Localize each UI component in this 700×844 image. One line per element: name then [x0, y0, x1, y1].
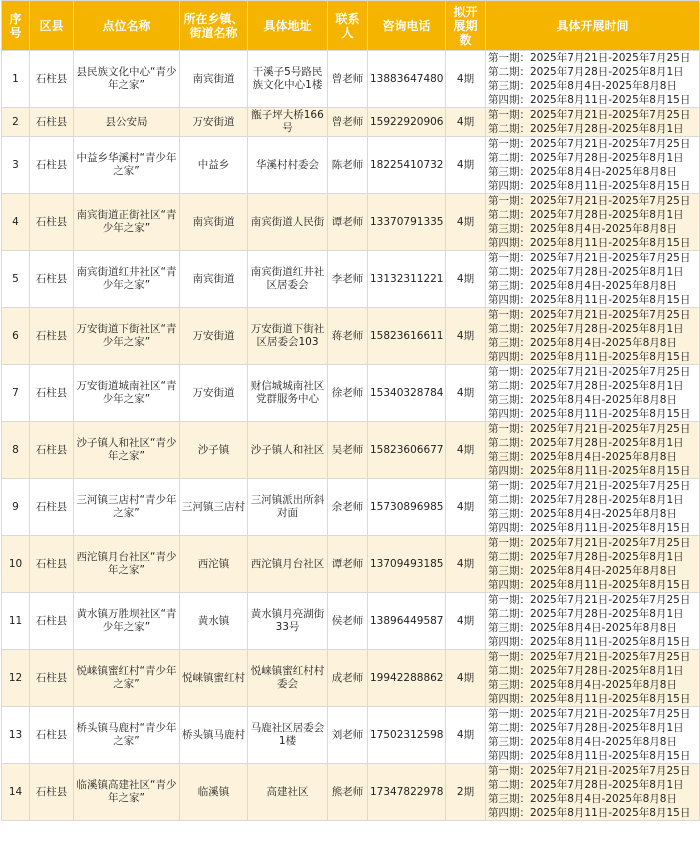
period-line: 第四期：2025年8月11日-2025年8月15日	[488, 693, 691, 705]
header-times: 具体开展时间	[486, 1, 700, 51]
contact-cell: 陈老师	[328, 137, 368, 194]
header-address: 具体地址	[248, 1, 328, 51]
point-name-cell: 县公安局	[74, 108, 180, 137]
period-line: 第二期：2025年7月28日-2025年8月1日	[488, 66, 684, 78]
address-cell: 黄水镇月亮湖街33号	[248, 593, 328, 650]
table-row	[2, 593, 700, 650]
period-line: 第二期：2025年7月28日-2025年8月1日	[488, 209, 684, 221]
period-line: 第一期：2025年7月21日-2025年7月25日	[488, 195, 691, 207]
period-line: 第一期：2025年7月21日-2025年7月25日	[488, 309, 691, 321]
seq-cell: 2	[2, 108, 30, 137]
town-cell: 中益乡	[180, 137, 248, 194]
times-cell	[486, 593, 700, 650]
table-body	[2, 51, 700, 821]
table-row	[2, 365, 700, 422]
seq-cell: 13	[2, 707, 30, 764]
point-name-cell: 中益乡华溪村“青少年之家”	[74, 137, 180, 194]
times-cell	[486, 707, 700, 764]
times-cell	[486, 764, 700, 821]
period-line: 第一期：2025年7月21日-2025年7月25日	[488, 366, 691, 378]
sessions-cell: 2期	[446, 764, 486, 821]
seq-cell: 8	[2, 422, 30, 479]
point-name-cell: 沙子镇人和社区“青少年之家”	[74, 422, 180, 479]
point-name-cell: 黄水镇万胜坝社区“青少年之家”	[74, 593, 180, 650]
contact-cell: 侯老师	[328, 593, 368, 650]
period-line: 第一期：2025年7月21日-2025年7月25日	[488, 109, 691, 121]
phone-cell: 13709493185	[368, 536, 446, 593]
period-line: 第一期：2025年7月21日-2025年7月25日	[488, 765, 691, 777]
sessions-cell: 4期	[446, 137, 486, 194]
town-cell: 沙子镇	[180, 422, 248, 479]
address-cell: 沙子镇人和社区	[248, 422, 328, 479]
county-cell: 石柱县	[30, 593, 74, 650]
table-row	[2, 764, 700, 821]
contact-cell: 蒋老师	[328, 308, 368, 365]
period-line: 第一期：2025年7月21日-2025年7月25日	[488, 423, 691, 435]
town-cell: 万安街道	[180, 108, 248, 137]
period-line: 第四期：2025年8月11日-2025年8月15日	[488, 807, 691, 819]
period-line: 第一期：2025年7月21日-2025年7月25日	[488, 537, 691, 549]
period-line: 第一期：2025年7月21日-2025年7月25日	[488, 651, 691, 663]
period-line: 第四期：2025年8月11日-2025年8月15日	[488, 579, 691, 591]
point-name-cell: 悦崃镇蜜红村“青少年之家”	[74, 650, 180, 707]
phone-cell: 18225410732	[368, 137, 446, 194]
sessions-cell: 4期	[446, 707, 486, 764]
period-line: 第四期：2025年8月11日-2025年8月15日	[488, 294, 691, 306]
county-cell: 石柱县	[30, 365, 74, 422]
town-cell: 黄水镇	[180, 593, 248, 650]
county-cell: 石柱县	[30, 308, 74, 365]
period-line: 第三期：2025年8月4日-2025年8月8日	[488, 622, 677, 634]
period-line: 第三期：2025年8月4日-2025年8月8日	[488, 337, 677, 349]
header-county: 区县	[30, 1, 74, 51]
address-cell: 南宾街道人民街	[248, 194, 328, 251]
sessions-cell: 4期	[446, 251, 486, 308]
header-phone: 咨询电话	[368, 1, 446, 51]
seq-cell: 1	[2, 51, 30, 108]
seq-cell: 6	[2, 308, 30, 365]
county-cell: 石柱县	[30, 137, 74, 194]
period-line: 第二期：2025年7月28日-2025年8月1日	[488, 722, 684, 734]
phone-cell: 15922920906	[368, 108, 446, 137]
period-line: 第三期：2025年8月4日-2025年8月8日	[488, 80, 677, 92]
period-line: 第四期：2025年8月11日-2025年8月15日	[488, 750, 691, 762]
town-cell: 三河镇三店村	[180, 479, 248, 536]
contact-cell: 余老师	[328, 479, 368, 536]
sessions-cell: 4期	[446, 51, 486, 108]
period-line: 第四期：2025年8月11日-2025年8月15日	[488, 351, 691, 363]
address-cell: 南宾街道红井社区居委会	[248, 251, 328, 308]
seq-cell: 7	[2, 365, 30, 422]
period-line: 第三期：2025年8月4日-2025年8月8日	[488, 166, 677, 178]
period-line: 第二期：2025年7月28日-2025年8月1日	[488, 437, 684, 449]
sessions-cell: 4期	[446, 536, 486, 593]
contact-cell: 成老师	[328, 650, 368, 707]
sessions-cell: 4期	[446, 422, 486, 479]
contact-cell: 李老师	[328, 251, 368, 308]
phone-cell: 19942288862	[368, 650, 446, 707]
period-line: 第三期：2025年8月4日-2025年8月8日	[488, 508, 677, 520]
address-cell: 高建社区	[248, 764, 328, 821]
times-cell	[486, 650, 700, 707]
address-cell: 万安街道下街社区居委会103	[248, 308, 328, 365]
county-cell: 石柱县	[30, 707, 74, 764]
phone-cell: 17502312598	[368, 707, 446, 764]
period-line: 第四期：2025年8月11日-2025年8月15日	[488, 522, 691, 534]
address-cell: 甑子坪大桥166号	[248, 108, 328, 137]
times-cell	[486, 251, 700, 308]
point-name-cell: 桥头镇马鹿村“青少年之家”	[74, 707, 180, 764]
header-seq: 序号	[2, 1, 30, 51]
phone-cell: 15340328784	[368, 365, 446, 422]
header-name: 点位名称	[74, 1, 180, 51]
table-row	[2, 650, 700, 707]
address-cell: 华溪村村委会	[248, 137, 328, 194]
town-cell: 西沱镇	[180, 536, 248, 593]
header-contact: 联系人	[328, 1, 368, 51]
seq-cell: 11	[2, 593, 30, 650]
table-row	[2, 194, 700, 251]
town-cell: 万安街道	[180, 365, 248, 422]
seq-cell: 10	[2, 536, 30, 593]
seq-cell: 12	[2, 650, 30, 707]
seq-cell: 3	[2, 137, 30, 194]
period-line: 第一期：2025年7月21日-2025年7月25日	[488, 52, 691, 64]
period-line: 第三期：2025年8月4日-2025年8月8日	[488, 223, 677, 235]
county-cell: 石柱县	[30, 108, 74, 137]
point-name-cell: 临溪镇高建社区“青少年之家”	[74, 764, 180, 821]
seq-cell: 4	[2, 194, 30, 251]
address-cell: 悦崃镇蜜红村村委会	[248, 650, 328, 707]
period-line: 第三期：2025年8月4日-2025年8月8日	[488, 736, 677, 748]
times-cell	[486, 479, 700, 536]
sessions-cell: 4期	[446, 308, 486, 365]
period-line: 第四期：2025年8月11日-2025年8月15日	[488, 237, 691, 249]
period-line: 第一期：2025年7月21日-2025年7月25日	[488, 138, 691, 150]
point-name-cell: 万安街道下街社区“青少年之家”	[74, 308, 180, 365]
period-line: 第四期：2025年8月11日-2025年8月15日	[488, 636, 691, 648]
county-cell: 石柱县	[30, 194, 74, 251]
period-line: 第三期：2025年8月4日-2025年8月8日	[488, 451, 677, 463]
county-cell: 石柱县	[30, 650, 74, 707]
point-name-cell: 县民族文化中心“青少年之家”	[74, 51, 180, 108]
period-line: 第三期：2025年8月4日-2025年8月8日	[488, 394, 677, 406]
sessions-cell: 4期	[446, 650, 486, 707]
header-sessions: 拟开展期数	[446, 1, 486, 51]
town-cell: 桥头镇马鹿村	[180, 707, 248, 764]
period-line: 第二期：2025年7月28日-2025年8月1日	[488, 551, 684, 563]
phone-cell: 15823606677	[368, 422, 446, 479]
period-line: 第二期：2025年7月28日-2025年8月1日	[488, 665, 684, 677]
town-cell: 南宾街道	[180, 51, 248, 108]
table-row	[2, 51, 700, 108]
seq-cell: 9	[2, 479, 30, 536]
county-cell: 石柱县	[30, 51, 74, 108]
times-cell	[486, 137, 700, 194]
period-line: 第四期：2025年8月11日-2025年8月15日	[488, 465, 691, 477]
table-row	[2, 479, 700, 536]
table-row	[2, 536, 700, 593]
point-name-cell: 南宾街道红井社区“青少年之家”	[74, 251, 180, 308]
table-row	[2, 108, 700, 137]
period-line: 第一期：2025年7月21日-2025年7月25日	[488, 480, 691, 492]
point-name-cell: 三河镇三店村“青少年之家”	[74, 479, 180, 536]
county-cell: 石柱县	[30, 251, 74, 308]
header-row	[2, 1, 700, 51]
times-cell	[486, 108, 700, 137]
seq-cell: 5	[2, 251, 30, 308]
period-line: 第二期：2025年7月28日-2025年8月1日	[488, 380, 684, 392]
point-name-cell: 南宾街道正街社区“青少年之家”	[74, 194, 180, 251]
period-line: 第一期：2025年7月21日-2025年7月25日	[488, 594, 691, 606]
phone-cell: 13883647480	[368, 51, 446, 108]
phone-cell: 17347822978	[368, 764, 446, 821]
phone-cell: 13896449587	[368, 593, 446, 650]
sessions-cell: 4期	[446, 479, 486, 536]
town-cell: 悦崃镇蜜红村	[180, 650, 248, 707]
contact-cell: 吴老师	[328, 422, 368, 479]
period-line: 第三期：2025年8月4日-2025年8月8日	[488, 565, 677, 577]
town-cell: 南宾街道	[180, 194, 248, 251]
header-town: 所在乡镇、街道名称	[180, 1, 248, 51]
period-line: 第一期：2025年7月21日-2025年7月25日	[488, 708, 691, 720]
address-cell: 财信城城南社区党群服务中心	[248, 365, 328, 422]
period-line: 第三期：2025年8月4日-2025年8月8日	[488, 793, 677, 805]
contact-cell: 谭老师	[328, 536, 368, 593]
address-cell: 三河镇派出所斜对面	[248, 479, 328, 536]
address-cell: 马鹿社区居委会1楼	[248, 707, 328, 764]
period-line: 第一期：2025年7月21日-2025年7月25日	[488, 252, 691, 264]
phone-cell: 15730896985	[368, 479, 446, 536]
table-row	[2, 308, 700, 365]
contact-cell: 曾老师	[328, 51, 368, 108]
contact-cell: 曾老师	[328, 108, 368, 137]
phone-cell: 13370791335	[368, 194, 446, 251]
point-name-cell: 西沱镇月台社区“青少年之家”	[74, 536, 180, 593]
point-name-cell: 万安街道城南社区“青少年之家”	[74, 365, 180, 422]
phone-cell: 15823616611	[368, 308, 446, 365]
period-line: 第四期：2025年8月11日-2025年8月15日	[488, 94, 691, 106]
sessions-cell: 4期	[446, 194, 486, 251]
sessions-cell: 4期	[446, 365, 486, 422]
period-line: 第二期：2025年7月28日-2025年8月1日	[488, 323, 684, 335]
period-line: 第二期：2025年7月28日-2025年8月1日	[488, 152, 684, 164]
times-cell	[486, 422, 700, 479]
town-cell: 南宾街道	[180, 251, 248, 308]
period-line: 第二期：2025年7月28日-2025年8月1日	[488, 608, 684, 620]
county-cell: 石柱县	[30, 422, 74, 479]
period-line: 第四期：2025年8月11日-2025年8月15日	[488, 408, 691, 420]
contact-cell: 刘老师	[328, 707, 368, 764]
table-row	[2, 707, 700, 764]
county-cell: 石柱县	[30, 764, 74, 821]
period-line: 第二期：2025年7月28日-2025年8月1日	[488, 494, 684, 506]
sessions-cell: 4期	[446, 593, 486, 650]
county-cell: 石柱县	[30, 479, 74, 536]
address-cell: 干溪子5号路民族文化中心1楼	[248, 51, 328, 108]
phone-cell: 13132311221	[368, 251, 446, 308]
town-cell: 万安街道	[180, 308, 248, 365]
address-cell: 西沱镇月台社区	[248, 536, 328, 593]
sessions-cell: 4期	[446, 108, 486, 137]
table-row	[2, 137, 700, 194]
schedule-table	[1, 0, 700, 821]
period-line: 第二期：2025年7月28日-2025年8月1日	[488, 266, 684, 278]
period-line: 第二期：2025年7月28日-2025年8月1日	[488, 123, 684, 135]
times-cell	[486, 536, 700, 593]
times-cell	[486, 194, 700, 251]
contact-cell: 熊老师	[328, 764, 368, 821]
times-cell	[486, 365, 700, 422]
table-row	[2, 251, 700, 308]
county-cell: 石柱县	[30, 536, 74, 593]
table-row	[2, 422, 700, 479]
contact-cell: 谭老师	[328, 194, 368, 251]
period-line: 第三期：2025年8月4日-2025年8月8日	[488, 679, 677, 691]
times-cell	[486, 308, 700, 365]
seq-cell: 14	[2, 764, 30, 821]
period-line: 第四期：2025年8月11日-2025年8月15日	[488, 180, 691, 192]
period-line: 第二期：2025年7月28日-2025年8月1日	[488, 779, 684, 791]
town-cell: 临溪镇	[180, 764, 248, 821]
times-cell	[486, 51, 700, 108]
period-line: 第三期：2025年8月4日-2025年8月8日	[488, 280, 677, 292]
contact-cell: 徐老师	[328, 365, 368, 422]
